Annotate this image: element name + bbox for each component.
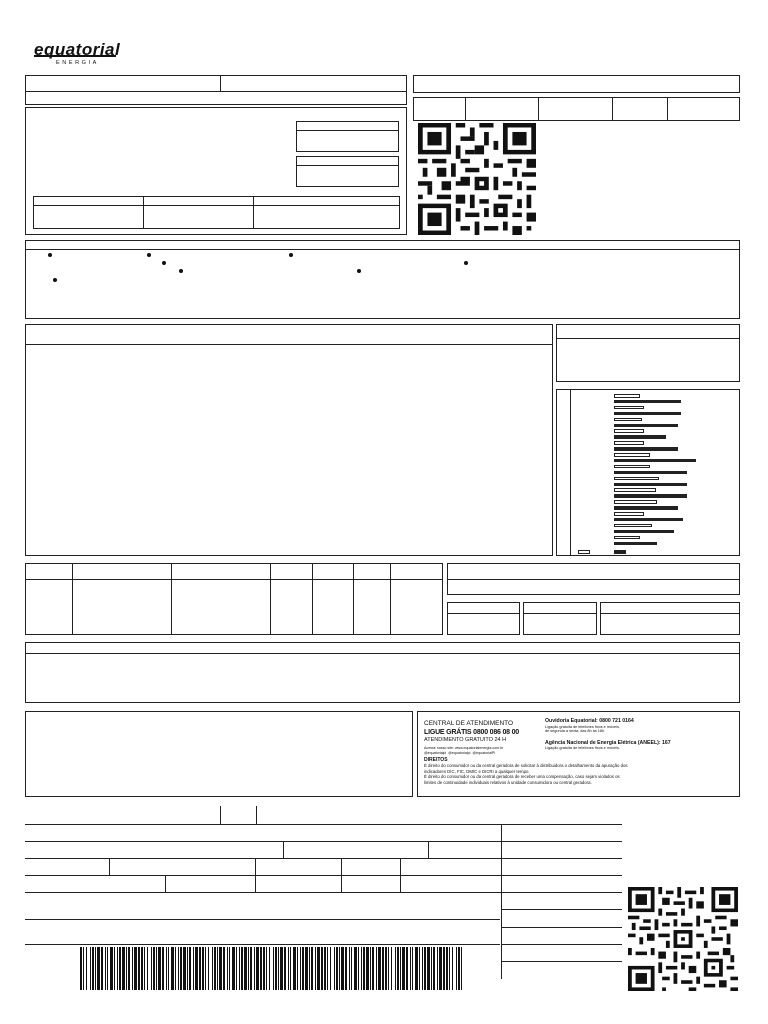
barcode-stripe	[336, 947, 338, 990]
barcode-stripe	[180, 947, 182, 990]
barcode-stripe	[321, 947, 323, 990]
barcode-stripe	[119, 947, 121, 990]
barcode-stripe	[195, 947, 198, 990]
barcode-stripe	[205, 947, 206, 990]
slip-divider-9	[165, 875, 166, 892]
barcode-stripe	[117, 947, 118, 990]
customer-field-2	[296, 156, 399, 187]
barcode-stripe	[391, 947, 392, 990]
consumption-bar	[614, 530, 674, 534]
slip-rule-6	[25, 919, 500, 920]
consumption-bar	[614, 465, 650, 469]
barcode-stripe	[439, 947, 442, 990]
customer-field-2-rule	[296, 165, 399, 166]
barcode-stripe	[345, 947, 347, 990]
slip-rule-9	[501, 927, 622, 928]
barcode-stripe	[388, 947, 389, 990]
slip-divider-6	[255, 858, 256, 892]
billing-items-box	[25, 324, 553, 556]
barcode-stripe	[229, 947, 230, 990]
barcode-stripe	[105, 947, 106, 990]
barcode-stripe	[419, 947, 420, 990]
barcode-stripe	[305, 947, 308, 990]
barcode-stripe	[431, 947, 432, 990]
customer-field-1	[296, 121, 399, 152]
slip-divider-3	[283, 841, 284, 858]
barcode-stripe	[199, 947, 201, 990]
consumption-bar	[614, 459, 696, 463]
consumption-chart-bars	[614, 394, 724, 556]
barcode-stripe	[330, 947, 331, 990]
barcode-stripe	[86, 947, 87, 990]
notice-bullet	[464, 261, 468, 265]
consumption-bar	[614, 394, 640, 398]
indicator-box-3	[600, 602, 740, 635]
indicator-box-1-rule	[447, 613, 520, 614]
pix-qr-code	[418, 123, 536, 235]
consumption-bar	[614, 453, 650, 457]
notice-bullet	[48, 253, 52, 257]
consumption-bar	[614, 471, 687, 475]
left-info-box	[25, 711, 413, 797]
barcode-stripe	[95, 947, 96, 990]
logo-rule	[34, 55, 116, 57]
barcode-stripe	[248, 947, 249, 990]
barcode-stripe	[97, 947, 100, 990]
barcode-stripe	[354, 947, 357, 990]
notice-bullet	[162, 261, 166, 265]
customer-header-divider	[220, 75, 221, 91]
tax-col-2	[171, 563, 172, 635]
barcode-stripe	[290, 947, 291, 990]
consumption-chart-axis	[570, 390, 571, 555]
barcode-stripe	[212, 947, 213, 990]
ouvidoria	[545, 718, 735, 751]
barcode-stripe	[138, 947, 140, 990]
messages-box	[25, 642, 740, 703]
chart-legend-filled	[614, 550, 626, 554]
customer-class-table-col-1	[143, 196, 144, 229]
barcode-stripe	[300, 947, 301, 990]
rights-line-4: limites de continuidade individuais relativos à unidade consumidora ou central geradora.	[424, 779, 592, 785]
barcode-stripe	[327, 947, 328, 990]
barcode-stripe	[402, 947, 405, 990]
barcode-stripe	[372, 947, 374, 990]
notice-bullet	[179, 269, 183, 273]
barcode-stripe	[214, 947, 216, 990]
barcode-stripe	[422, 947, 423, 990]
slip-rule-10	[501, 944, 622, 945]
barcode-stripe	[315, 947, 316, 990]
barcode-stripe	[144, 947, 145, 990]
payment-barcode	[80, 947, 463, 990]
barcode-stripe	[128, 947, 130, 990]
barcode-stripe	[141, 947, 143, 990]
barcode-stripe	[166, 947, 167, 990]
billing-items-header-rule	[25, 344, 553, 345]
barcode-stripe	[458, 947, 460, 990]
barcode-stripe	[193, 947, 194, 990]
barcode-stripe	[433, 947, 435, 990]
messages-header-rule	[25, 653, 740, 654]
barcode-stripe	[83, 947, 84, 990]
notice-bullet	[357, 269, 361, 273]
slip-rule-7	[25, 944, 500, 945]
barcode-stripe	[339, 947, 340, 990]
barcode-stripe	[171, 947, 174, 990]
barcode-stripe	[158, 947, 161, 990]
barcode-stripe	[410, 947, 411, 990]
barcode-stripe	[324, 947, 326, 990]
barcode-stripe	[269, 947, 270, 990]
reading-info-box	[556, 324, 740, 382]
barcode-stripe	[437, 947, 438, 990]
barcode-stripe	[168, 947, 169, 990]
barcode-stripe	[288, 947, 289, 990]
notice-bullet	[147, 253, 151, 257]
barcode-stripe	[427, 947, 430, 990]
consumption-bar	[614, 400, 681, 404]
barcode-stripe	[92, 947, 94, 990]
customer-header-box	[25, 75, 407, 105]
barcode-stripe	[378, 947, 381, 990]
barcode-stripe	[456, 947, 457, 990]
barcode-stripe	[208, 947, 209, 990]
consumption-bar	[614, 424, 678, 428]
barcode-stripe	[278, 947, 279, 990]
barcode-stripe	[151, 947, 152, 990]
barcode-stripe	[256, 947, 259, 990]
slip-rule-5	[25, 892, 622, 893]
consumption-bar	[614, 494, 687, 498]
barcode-stripe	[302, 947, 304, 990]
app-note: Acesse nosso site: www.equatorialenergia.com.br	[424, 746, 504, 750]
slip-rule-3	[25, 858, 622, 859]
indicator-box-2-rule	[523, 613, 597, 614]
bill-summary-col-3	[612, 97, 613, 121]
notices-box	[25, 240, 740, 319]
barcode-stripe	[341, 947, 344, 990]
barcode-stripe	[366, 947, 369, 990]
consumption-bar	[614, 435, 666, 439]
barcode-stripe	[461, 947, 462, 990]
consumption-bar	[614, 524, 652, 528]
logo-wordmark: equatorial	[34, 40, 121, 59]
barcode-stripe	[370, 947, 371, 990]
barcode-stripe	[80, 947, 82, 990]
barcode-stripe	[311, 947, 313, 990]
barcode-stripe	[284, 947, 286, 990]
aneel-note: Ligação gratuita de telefones fixos e móveis.	[545, 746, 620, 751]
consumption-bar	[614, 447, 678, 451]
consumption-bar	[614, 536, 640, 540]
slip-divider-8	[400, 858, 401, 892]
barcode-stripe	[351, 947, 352, 990]
consumption-bar	[614, 483, 687, 487]
customer-header-rule	[25, 91, 407, 92]
bill-summary-row	[413, 97, 740, 121]
customer-class-table-rule	[33, 205, 400, 206]
central-phone: LIGUE GRÁTIS 0800 086 08 00	[424, 728, 519, 736]
barcode-stripe	[400, 947, 401, 990]
indicator-box-1	[447, 602, 520, 635]
rights-line-1: É direito do consumidor ou da central geradora de solicitar à distribuidora o detalhamento da apuração dos	[424, 763, 628, 768]
barcode-stripe	[273, 947, 274, 990]
barcode-stripe	[446, 947, 448, 990]
consumption-bar	[614, 477, 659, 481]
slip-rule-8	[501, 909, 622, 910]
barcode-stripe	[263, 947, 265, 990]
barcode-stripe	[232, 947, 235, 990]
tax-col-3	[270, 563, 271, 635]
tax-table-header-rule	[25, 579, 443, 580]
barcode-stripe	[178, 947, 179, 990]
barcode-stripe	[309, 947, 310, 990]
rights-line-2: indicadores DIC, FIC, DMIC e DICRI a qualquer tempo.	[424, 768, 530, 774]
rights-section	[424, 757, 736, 785]
central-title: CENTRAL DE ATENDIMENTO	[424, 720, 514, 727]
rights-line-3: É direito do consumidor ou da central geradora de receber uma compensação, caso sejam violados os	[424, 774, 620, 780]
notice-bullet	[289, 253, 293, 257]
consumption-bar	[614, 512, 644, 516]
barcode-stripe	[241, 947, 243, 990]
barcode-stripe	[376, 947, 377, 990]
barcode-stripe	[293, 947, 296, 990]
barcode-stripe	[217, 947, 218, 990]
barcode-stripe	[397, 947, 399, 990]
notices-header-rule	[25, 249, 740, 250]
ouvidoria-note-2: de segunda a sexta, das 8h às 18h.	[545, 729, 606, 734]
company-logo	[34, 40, 124, 70]
payment-qr-code	[628, 887, 738, 991]
barcode-stripe	[449, 947, 450, 990]
barcode-stripe	[239, 947, 240, 990]
consumption-bar	[614, 542, 657, 546]
slip-rule-11	[501, 961, 622, 962]
slip-main-divider	[501, 824, 502, 979]
barcode-stripe	[236, 947, 237, 990]
aneel-title: Agência Nacional de Energia Elétrica (ANEEL): 167	[545, 739, 671, 746]
customer-field-1-rule	[296, 130, 399, 131]
slip-rule-4	[25, 875, 622, 876]
barcode-stripe	[110, 947, 113, 990]
barcode-stripe	[349, 947, 350, 990]
chart-legend-outline	[578, 550, 590, 554]
tax-table	[25, 563, 443, 635]
bill-summary-col-2	[538, 97, 539, 121]
barcode-stripe	[126, 947, 127, 990]
barcode-stripe	[334, 947, 335, 990]
barcode-stripe	[175, 947, 176, 990]
barcode-stripe	[254, 947, 255, 990]
central-atendimento	[424, 720, 539, 756]
barcode-stripe	[227, 947, 228, 990]
consumption-bar	[614, 418, 642, 422]
slip-divider-7	[341, 858, 342, 892]
consumption-bar	[614, 429, 644, 433]
barcode-stripe	[361, 947, 362, 990]
rights-title: DIREITOS	[424, 757, 448, 763]
consumption-bar	[614, 412, 681, 416]
social-link-1[interactable]: @equatorialpi	[424, 751, 447, 755]
social-links	[424, 751, 539, 756]
consumption-bar	[614, 406, 644, 410]
social-link-2[interactable]: @equatorialpi	[448, 751, 471, 755]
barcode-stripe	[189, 947, 191, 990]
barcode-stripe	[443, 947, 445, 990]
barcode-stripe	[415, 947, 418, 990]
customer-class-table	[33, 196, 400, 229]
consumption-bar	[614, 441, 644, 445]
barcode-stripe	[424, 947, 426, 990]
barcode-stripe	[250, 947, 252, 990]
ouvidoria-note-1: Ligação gratuita de telefones fixos e móveis,	[545, 724, 620, 729]
tax-col-1	[72, 563, 73, 635]
central-attendance: ATENDIMENTO GRATUITO 24 H	[424, 736, 507, 743]
consumption-bar	[614, 506, 678, 510]
barcode-stripe	[219, 947, 222, 990]
barcode-stripe	[382, 947, 384, 990]
barcode-stripe	[153, 947, 155, 990]
barcode-stripe	[156, 947, 157, 990]
barcode-stripe	[134, 947, 137, 990]
quality-indicators-rule	[447, 579, 740, 580]
slip-divider-4	[428, 841, 429, 858]
barcode-stripe	[223, 947, 225, 990]
slip-divider-1	[220, 806, 221, 824]
barcode-stripe	[107, 947, 108, 990]
barcode-stripe	[162, 947, 164, 990]
barcode-stripe	[317, 947, 320, 990]
consumption-bar	[614, 488, 656, 492]
slip-divider-5	[109, 858, 110, 875]
barcode-stripe	[122, 947, 125, 990]
barcode-stripe	[244, 947, 247, 990]
barcode-stripe	[90, 947, 91, 990]
barcode-stripe	[114, 947, 115, 990]
bill-summary-col-4	[667, 97, 668, 121]
notice-bullet	[53, 278, 57, 282]
barcode-stripe	[358, 947, 359, 990]
social-link-3[interactable]: @equatorialPI	[472, 751, 496, 755]
barcode-stripe	[406, 947, 408, 990]
slip-rule-1	[25, 824, 622, 825]
barcode-stripe	[395, 947, 396, 990]
barcode-stripe	[297, 947, 298, 990]
slip-rule-2	[25, 841, 622, 842]
bill-summary-header	[413, 75, 740, 93]
tax-col-4	[312, 563, 313, 635]
logo-subtext: ENERGIA	[56, 60, 99, 66]
barcode-stripe	[275, 947, 277, 990]
barcode-stripe	[412, 947, 413, 990]
barcode-stripe	[363, 947, 365, 990]
consumption-bar	[614, 500, 657, 504]
tax-col-6	[390, 563, 391, 635]
barcode-stripe	[260, 947, 262, 990]
indicator-box-3-rule	[600, 613, 740, 614]
customer-class-table-col-2	[253, 196, 254, 229]
barcode-stripe	[266, 947, 267, 990]
slip-divider-2	[256, 806, 257, 824]
barcode-stripe	[101, 947, 103, 990]
consumption-bar	[614, 518, 683, 522]
barcode-stripe	[187, 947, 188, 990]
bill-summary-col-1	[465, 97, 466, 121]
ouvidoria-title: Ouvidoria Equatorial: 0800 721 0164	[545, 718, 634, 724]
barcode-stripe	[202, 947, 204, 990]
barcode-stripe	[147, 947, 148, 990]
barcode-stripe	[385, 947, 387, 990]
barcode-stripe	[132, 947, 133, 990]
barcode-stripe	[183, 947, 186, 990]
barcode-stripe	[452, 947, 453, 990]
tax-col-5	[353, 563, 354, 635]
barcode-stripe	[280, 947, 283, 990]
indicator-box-2	[523, 602, 597, 635]
reading-info-rule	[556, 338, 740, 339]
